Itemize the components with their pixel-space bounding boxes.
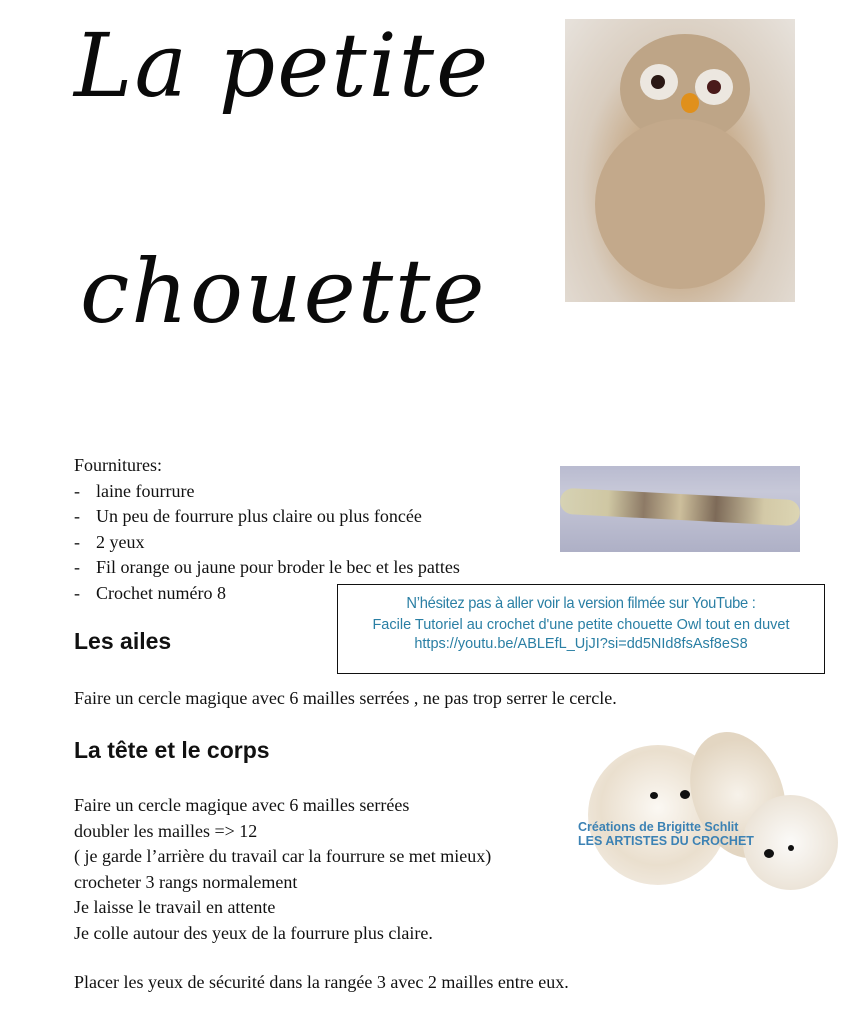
bullet-dash: -	[74, 480, 80, 501]
page-title-line-1: La petite	[74, 14, 491, 117]
section-heading-head-body: La tête et le corps	[74, 737, 270, 763]
watermark-line-2: LES ARTISTES DU CROCHET	[578, 834, 754, 848]
owl-beak	[681, 93, 699, 113]
supplies-heading: Fournitures:	[74, 455, 162, 475]
dog-eye	[650, 792, 658, 799]
owl-torso	[595, 119, 765, 289]
section-heading-wings: Les ailes	[74, 628, 172, 654]
supply-text: Fil orange ou jaune pour broder le bec et les pattes	[96, 557, 460, 577]
youtube-video-title[interactable]: Facile Tutoriel au crochet d'une petite chouette Owl tout en duvet	[372, 617, 790, 633]
owl-eye-left	[651, 75, 665, 89]
instruction-line: Je colle autour des yeux de la fourrure plus claire.	[74, 922, 433, 943]
bullet-dash: -	[74, 582, 80, 603]
dog-nose	[680, 790, 690, 799]
head-body-instructions	[74, 793, 491, 946]
youtube-intro-text: N’hésitez pas à aller voir la version filmée sur YouTube :	[406, 595, 756, 612]
owl-photo	[565, 19, 795, 302]
supply-item	[74, 530, 460, 556]
supply-text: Un peu de fourrure plus claire ou plus foncée	[96, 506, 422, 526]
eyes-instruction: Placer les yeux de sécurité dans la rangée 3 avec 2 mailles entre eux.	[74, 972, 569, 992]
instruction-line: ( je garde l’arrière du travail car la fourrure se met mieux)	[74, 846, 492, 866]
supply-text: laine fourrure	[96, 480, 195, 501]
youtube-link[interactable]: https://youtu.be/ABLEfL_UjJI?si=dd5NId8fsAsf8eS8	[414, 636, 748, 652]
instruction-line: Je laisse le travail en attente	[74, 897, 276, 917]
owl-eye-right	[707, 80, 721, 94]
supply-item	[74, 555, 460, 581]
wings-instructions: Faire un cercle magique avec 6 mailles serrées , ne pas trop serrer le cercle.	[74, 688, 617, 708]
instruction-line: doubler les mailles => 12	[74, 820, 258, 841]
fur-yarn-strand	[560, 488, 800, 527]
instruction-line: crocheter 3 rangs normalement	[74, 871, 298, 892]
dog-small-nose	[764, 849, 774, 858]
supply-text: 2 yeux	[96, 531, 145, 552]
supply-item	[74, 504, 460, 530]
fur-yarn-photo	[560, 466, 800, 552]
bullet-dash: -	[74, 531, 80, 552]
bullet-dash: -	[74, 506, 80, 526]
dog-small-body	[743, 795, 838, 890]
youtube-info-box	[337, 584, 825, 674]
creator-watermark	[578, 820, 754, 848]
supply-text: Crochet numéro 8	[96, 582, 226, 603]
instruction-line: Faire un cercle magique avec 6 mailles serrées	[74, 795, 410, 815]
watermark-line-1: Créations de Brigitte Schlit	[578, 820, 739, 834]
supply-item	[74, 479, 460, 505]
dog-small-eye	[788, 845, 794, 851]
page-title-line-2: chouette	[80, 240, 487, 343]
dogs-photo	[578, 725, 843, 905]
bullet-dash: -	[74, 557, 80, 577]
